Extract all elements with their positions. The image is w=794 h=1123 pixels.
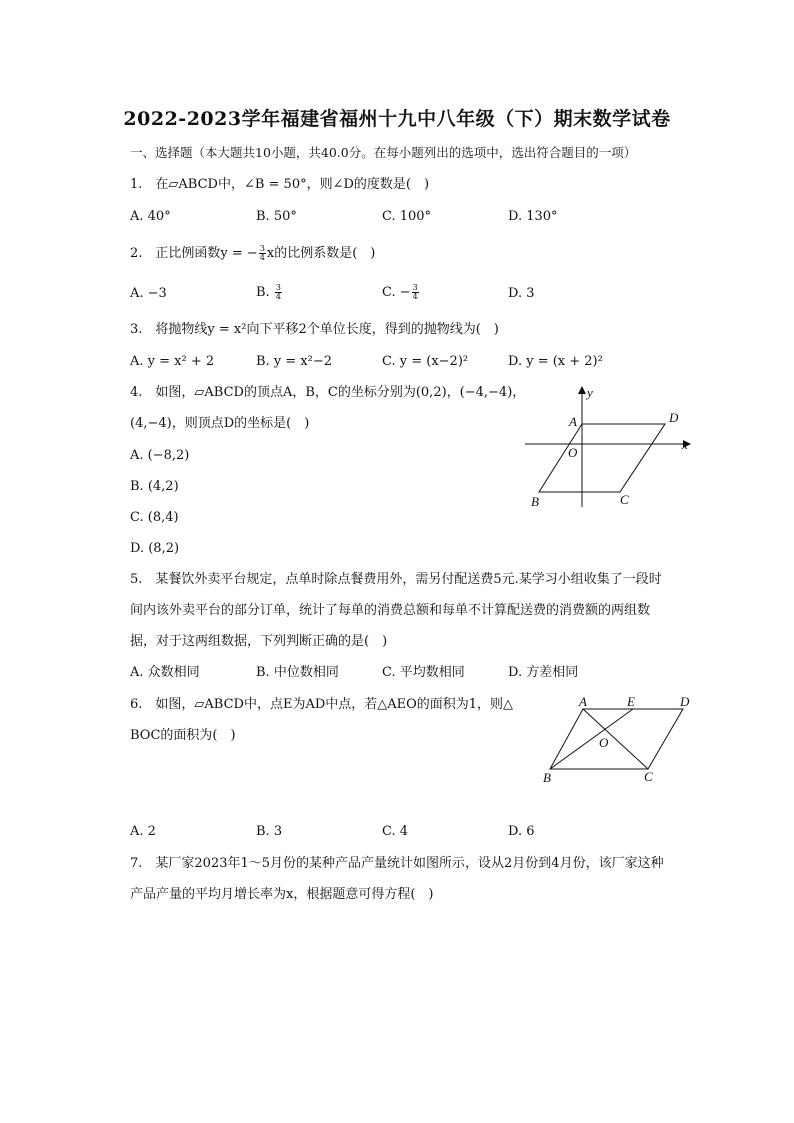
question-5-option-c: C. 平均数相同 [382, 665, 465, 680]
question-4-stem-line-1: 4. 如图，▱ABCD的顶点A，B，C的坐标分别为(0,2)，(−4,−4)， [130, 385, 526, 400]
question-5-stem-line-2: 间内该外卖平台的部分订单，统计了每单的消费总额和每单不计算配送费的消费额的两组数 [130, 603, 651, 618]
diagonal-ac [583, 709, 648, 769]
question-2-option-a: A. −3 [130, 286, 167, 301]
question-1-stem: 1. 在▱ABCD中，∠B = 50°，则∠D的度数是( ) [130, 177, 430, 192]
question-4-option-d: D. (8,2) [130, 541, 180, 556]
question-7-stem-line-1: 7. 某厂家2023年1～5月份的某种产品产量统计如图所示，设从2月份到4月份，该厂家这种 [130, 856, 664, 871]
question-4-option-b: B. (4,2) [130, 479, 179, 494]
question-7-stem-line-2: 产品产量的平均月增长率为x，根据题意可得方程( ) [130, 887, 434, 902]
label-o: O [568, 445, 578, 460]
fraction-three-quarters: $\frac{3}{4}$ [412, 283, 418, 301]
label-e: E [627, 694, 635, 709]
question-2-stem-prefix: 2. 正比例函数y = − [130, 246, 258, 261]
question-1-option-d: D. 130° [508, 209, 558, 224]
question-6-stem-line-2: BOC的面积为( ) [130, 728, 236, 743]
label-x: x [682, 437, 688, 452]
label-b: B [531, 494, 539, 509]
question-2-stem-suffix: x的比例系数是( ) [266, 246, 376, 261]
question-2-option-c: C. − $\frac{3}{4}$ [382, 283, 418, 301]
question-5-stem-line-1: 5. 某餐饮外卖平台规定，点单时除点餐费用外，需另付配送费5元.某学习小组收集了一段时 [130, 572, 662, 587]
label-a: A [569, 414, 577, 429]
question-1-option-c: C. 100° [382, 209, 432, 224]
label-c: C [644, 769, 653, 784]
page-title: 2022-2023学年福建省福州十九中八年级（下）期末数学试卷 [123, 108, 671, 130]
label-d: D [680, 694, 690, 709]
question-2-option-b: B. $\frac{3}{4}$ [256, 283, 281, 301]
question-3-option-a: A. y = x² + 2 [130, 354, 215, 369]
label-b: B [543, 770, 551, 785]
question-5-option-d: D. 方差相同 [508, 665, 579, 680]
question-3-option-d: D. y = (x + 2)² [508, 354, 603, 369]
question-5-stem-line-3: 据，对于这两组数据，下列判断正确的是( ) [130, 634, 388, 649]
question-6-option-a: A. 2 [130, 824, 156, 839]
question-4-stem-line-2: (4,−4)，则顶点D的坐标是( ) [130, 416, 310, 431]
label-o: O [599, 735, 609, 750]
label-a: A [579, 694, 587, 709]
question-1-option-b: B. 50° [256, 209, 297, 224]
question-2-stem [130, 245, 375, 262]
label-d: D [669, 410, 679, 425]
segment-be [550, 709, 633, 769]
parallelogram-abcd [539, 424, 665, 492]
question-4-option-c: C. (8,4) [130, 510, 179, 525]
question-4-option-a: A. (−8,2) [130, 448, 190, 463]
y-axis-arrow-icon [578, 386, 586, 394]
fraction-three-quarters: $\frac{3}{4}$ [275, 283, 281, 301]
question-6-option-d: D. 6 [508, 824, 535, 839]
question-6-figure-parallelogram [538, 692, 698, 788]
parallelogram-abcd [550, 709, 683, 769]
question-3-option-c: C. y = (x−2)² [382, 354, 469, 369]
question-3-option-b: B. y = x²−2 [256, 354, 333, 369]
section-heading: 一、选择题（本大题共10小题，共40.0分。在每小题列出的选项中，选出符合题目的一项） [130, 145, 637, 160]
label-c: C [620, 492, 629, 507]
fraction-three-quarters: $\frac{3}{4}$ [259, 244, 265, 262]
question-6-stem-line-1: 6. 如图，▱ABCD中，点E为AD中点，若△AEO的面积为1，则△ [130, 697, 514, 712]
question-3-stem: 3. 将抛物线y = x²向下平移2个单位长度，得到的抛物线为( ) [130, 322, 499, 337]
question-5-option-a: A. 众数相同 [130, 665, 200, 680]
question-6-option-c: C. 4 [382, 824, 409, 839]
question-4-figure-coordinate-parallelogram [525, 382, 695, 512]
label-y: y [587, 385, 593, 400]
question-5-option-b: B. 中位数相同 [256, 665, 339, 680]
question-2-option-d: D. 3 [508, 286, 535, 301]
question-1-option-a: A. 40° [130, 209, 171, 224]
question-6-option-b: B. 3 [256, 824, 283, 839]
